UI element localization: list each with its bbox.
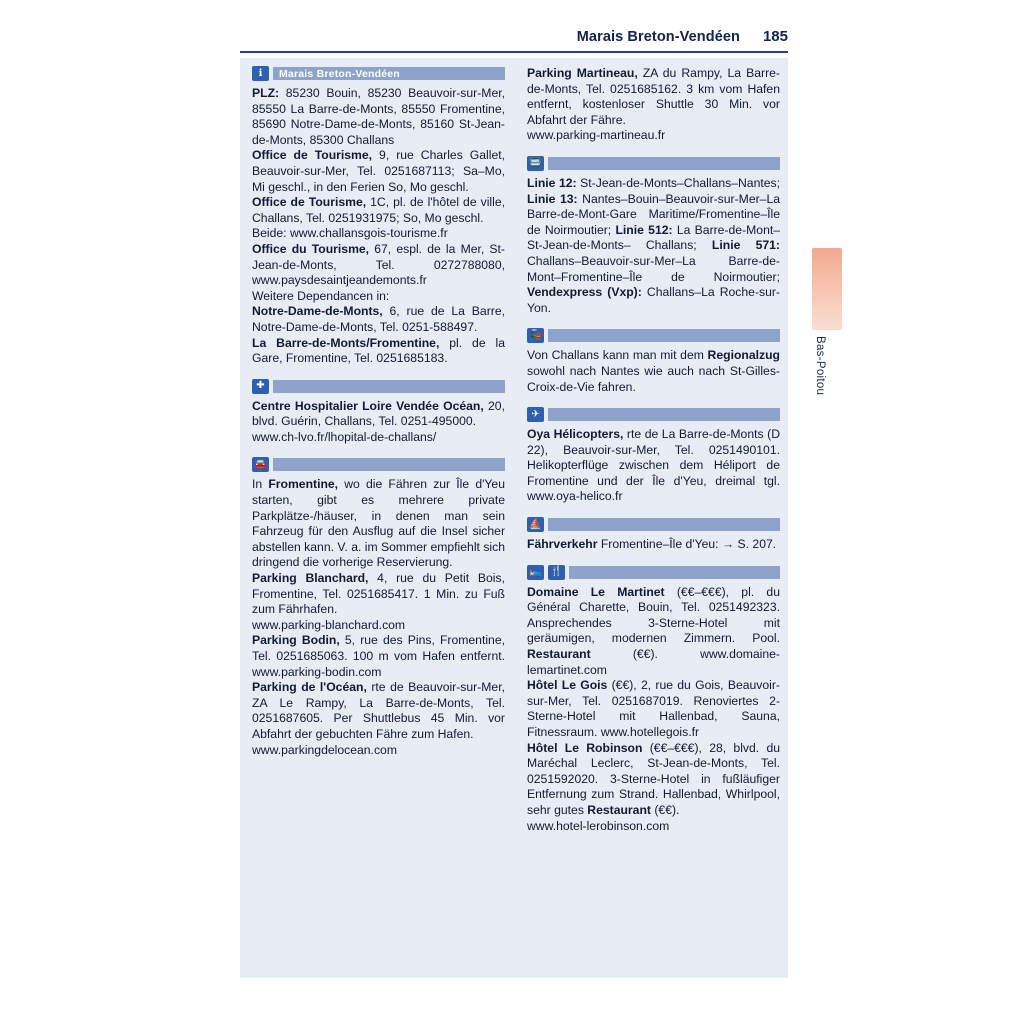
- parking-paragraph-blanchard: Parking Blanchard, 4, rue du Petit Bois, Fromentine, Tel. 0251685417. 1 Min. zu Fuß zum Fährhafen.: [252, 571, 505, 617]
- parking-section-bar: [252, 457, 505, 472]
- parking-paragraph-martineau: Parking Martineau, ZA du Rampy, La Barre-de-Monts, Tel. 0251685162. 3 km vom Hafen entfernt, kostenloser Shuttle 30 Min. vor Abfahrt der Fähre.: [527, 66, 780, 127]
- info-paragraph-dependancen: Weitere Dependancen in:: [252, 288, 390, 303]
- info-section-bar: [252, 66, 505, 81]
- ferry-paragraph-service: Fährverkehr Fromentine–Île d'Yeu: → S. 207.: [527, 537, 777, 552]
- info-paragraph-labarre: La Barre-de-Monts/Fromentine, pl. de la Gare, Fromentine, Tel. 0251685183.: [252, 335, 505, 366]
- bed-icon: 🛌: [527, 565, 544, 580]
- info-bar-label: Marais Breton-Vendéen: [279, 67, 400, 80]
- air-bar-fill: [548, 408, 780, 421]
- info-bar-fill: [273, 67, 505, 80]
- info-paragraph-website-both: Beide: www.challansgois-tourisme.fr: [252, 226, 448, 241]
- page-title: Marais Breton-Vendéen: [576, 29, 740, 45]
- hospital-section-bar: [252, 379, 505, 394]
- two-column-layout: [252, 66, 780, 974]
- air-paragraph-helicopters: Oya Hélicopters, rte de La Barre-de-Monts (D 22), Beauvoir-sur-Mer, Tel. 0251490101. Helikopterflüge zwischen dem Héliport de Fromentine und der Île d'Yeu, dreimal tgl. www.oya-helico.fr: [527, 427, 780, 504]
- hospital-paragraph-main: Centre Hospitalier Loire Vendée Océan, 20, blvd. Guérin, Challans, Tel. 0251-495000.: [252, 398, 505, 429]
- bus-bar-fill: [548, 157, 780, 170]
- hotel-bar-fill: [569, 566, 780, 579]
- hotel-paragraph-legois: Hôtel Le Gois (€€), 2, rue du Gois, Beauvoir-sur-Mer, Tel. 0251687019. Renoviertes 2-Sterne-Hotel mit Hallenbad, Sauna, Fitnessraum. www.hotellegois.fr: [527, 678, 780, 739]
- bus-paragraph-lines: Linie 12: St-Jean-de-Monts–Challans–Nantes; Linie 13: Nantes–Bouin–Beauvoir-sur-Mer–La Barre-de-Mont-Gare Maritime/Fromentine–Île de Noirmoutier; Linie 512: La Barre-de-Mont–St-Jean-de-Monts– Challans; Linie 571: Challans–Beauvoir-sur-Mer–La Barre-de-Mont–Fromentine–Île de Noirmoutier; Vendexpress (Vxp): Challans–La Roche-sur-Yon.: [527, 175, 781, 315]
- info-paragraph-notredame: Notre-Dame-de-Monts, 6, rue de La Barre, Notre-Dame-de-Monts, Tel. 0251-588497.: [252, 304, 505, 334]
- train-paragraph-regional: Von Challans kann man mit dem Regionalzug sowohl nach Nantes wie auch nach St-Gilles-Croix-de-Vie fahren.: [527, 348, 780, 394]
- parking-paragraph-martineau-web: www.parking-martineau.fr: [527, 128, 666, 143]
- information-icon: ℹ: [252, 66, 269, 81]
- left-column: [252, 66, 505, 974]
- ferry-bar-fill: [548, 518, 780, 531]
- parking-paragraph-ocean: Parking de l'Océan, rte de Beauvoir-sur-Mer, ZA Le Rampy, La Barre-de-Monts, Tel. 0251687605. Per Shuttlebus 45 Min. vor Abfahrt der gebuchten Fähre zum Hafen.: [252, 680, 505, 741]
- parking-paragraph-bodin: Parking Bodin, 5, rue des Pins, Fromentine, Tel. 0251685063. 100 m vom Hafen entfernt. www.parking-bodin.com: [252, 633, 505, 679]
- hotel-section-bar: [527, 565, 780, 580]
- info-paragraph-ot-stjean: Office du Tourisme, 67, espl. de la Mer, St-Jean-de-Monts, Tel. 0272788080, www.paysdesaintjeandemonts.fr: [252, 241, 505, 288]
- parking-bar-fill: [273, 458, 505, 471]
- cutlery-icon: 🍴: [548, 565, 565, 580]
- parking-paragraph-intro: In Fromentine, wo die Fähren zur Île d'Yeu starten, gibt es mehrere private Parkplätze-/häuser, in denen man sein Fahrzeug für den Ausflug auf die Insel sicher abstellen kann. V. a. im Sommer empfiehlt sich dringend die vorherige Reservierung.: [252, 477, 505, 570]
- ferry-icon: ⛵: [527, 517, 544, 532]
- chapter-tab-label: Bas-Poitou: [814, 336, 826, 396]
- parking-paragraph-blanchard-web: www.parking-blanchard.com: [252, 617, 406, 632]
- info-paragraph-ot-beauvoir: Office de Tourisme, 9, rue Charles Gallet, Beauvoir-sur-Mer, Tel. 0251687113; Sa–Mo, Mi geschl., in den Ferien So, Mo geschl.: [252, 148, 506, 194]
- hotel-paragraph-lerobinson-web: www.hotel-lerobinson.com: [527, 818, 670, 833]
- info-paragraph-plz: PLZ: 85230 Bouin, 85230 Beauvoir-sur-Mer, 85550 La Barre-de-Monts, 85550 Fromentine, 85690 Notre-Dame-de-Monts, 85160 St-Jean-de-Monts, 85300 Challans: [252, 86, 505, 147]
- page-number: 185: [762, 28, 788, 45]
- hospital-paragraph-website: www.ch-lvo.fr/lhopital-de-challans/: [252, 429, 437, 444]
- hospital-bar-fill: [273, 380, 505, 393]
- ferry-section-bar: [527, 517, 780, 532]
- car-icon: 🚘: [252, 457, 269, 472]
- train-bar-fill: [548, 329, 780, 342]
- parking-paragraph-ocean-web: www.parkingdelocean.com: [252, 742, 397, 757]
- info-paragraph-ot-challans: Office de Tourisme, 1C, pl. de l'hôtel de ville, Challans, Tel. 0251931975; So, Mo geschl.: [252, 195, 505, 225]
- train-icon: 🚂: [527, 328, 544, 343]
- hotel-paragraph-martinet: Domaine Le Martinet (€€–€€€), pl. du Général Charette, Bouin, Tel. 0251492323. Ansprechendes 3-Sterne-Hotel mit geräumigen, modernen Zimmern. Pool. Restaurant (€€). www.domaine-lemartinet.com: [527, 584, 780, 677]
- train-section-bar: [527, 328, 780, 343]
- bus-section-bar: [527, 156, 780, 171]
- hospital-cross-icon: ✚: [252, 379, 269, 394]
- right-column: [527, 66, 780, 974]
- chapter-tab: [812, 248, 842, 330]
- airplane-icon: ✈: [527, 407, 544, 422]
- bus-icon: 🚍: [527, 156, 544, 171]
- hotel-paragraph-lerobinson: Hôtel Le Robinson (€€–€€€), 28, blvd. du Maréchal Leclerc, St-Jean-de-Monts, Tel. 0251592020. 3-Sterne-Hotel in fußläufiger Entfernung zum Strand. Hallenbad, Whirlpool, sehr gutes Restaurant (€€).: [527, 740, 780, 817]
- air-section-bar: [527, 407, 780, 422]
- page-header: [240, 28, 788, 53]
